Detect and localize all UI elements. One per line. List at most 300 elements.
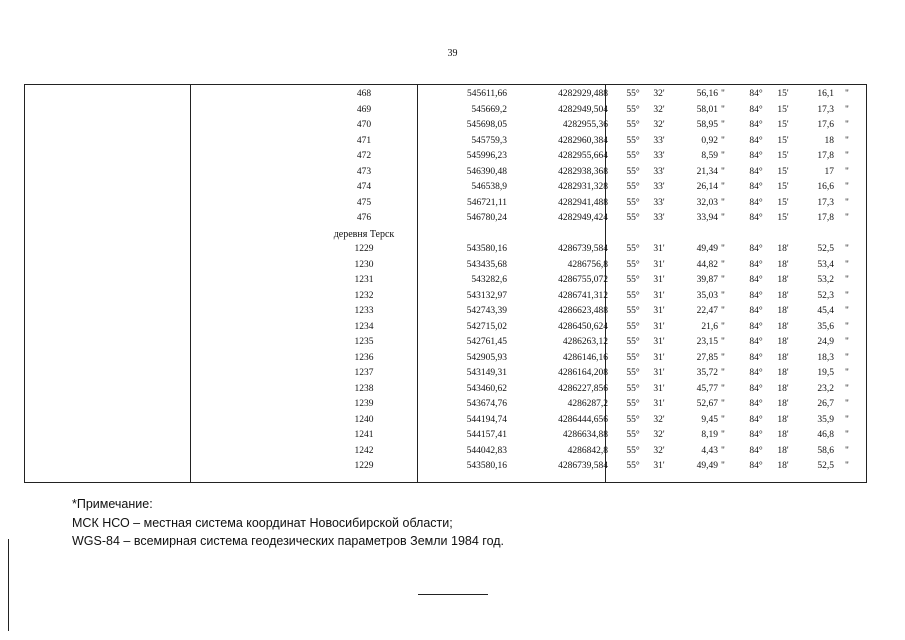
table-bottom-border bbox=[24, 482, 867, 483]
longitude-degrees-cell: 84° bbox=[749, 104, 763, 115]
longitude-minutes-cell: 15' bbox=[777, 120, 789, 130]
latitude-minutes-cell: 32' bbox=[653, 414, 665, 425]
point-number-cell: 1235 bbox=[354, 337, 374, 347]
table-row bbox=[24, 428, 867, 444]
msk-x-cell: 543580,16 bbox=[466, 244, 507, 254]
longitude-seconds-cell: 17,6 bbox=[817, 120, 834, 130]
longitude-minutes-cell: 15' bbox=[777, 182, 789, 192]
latitude-minutes-cell: 31' bbox=[653, 321, 665, 332]
msk-y-cell: 4282949,424 bbox=[558, 213, 608, 223]
table-row bbox=[24, 289, 867, 305]
latitude-seconds-cell: 4,43 bbox=[701, 445, 718, 456]
msk-x-cell: 542905,93 bbox=[466, 352, 507, 363]
longitude-minutes-cell: 18' bbox=[777, 321, 789, 332]
point-number-cell: 1239 bbox=[354, 399, 374, 409]
latitude-seconds-cell: 56,16 bbox=[696, 89, 718, 99]
longitude-seconds-mark: " bbox=[845, 120, 849, 130]
longitude-seconds-mark: " bbox=[845, 259, 849, 270]
margin-line bbox=[8, 539, 9, 631]
latitude-seconds-cell: 49,49 bbox=[696, 244, 718, 254]
longitude-minutes-cell: 18' bbox=[777, 383, 789, 394]
point-number-cell: 1229 bbox=[354, 244, 374, 254]
latitude-seconds-mark: " bbox=[721, 244, 725, 254]
latitude-minutes-cell: 33' bbox=[653, 166, 665, 177]
latitude-seconds-mark: " bbox=[721, 259, 725, 270]
latitude-degrees-cell: 55° bbox=[626, 213, 640, 223]
longitude-degrees-cell: 84° bbox=[749, 337, 763, 347]
point-number-cell: 1233 bbox=[354, 306, 374, 316]
point-number-cell: 1229 bbox=[354, 461, 374, 471]
latitude-seconds-mark: " bbox=[721, 430, 725, 440]
point-number-cell: 1237 bbox=[354, 368, 374, 378]
table-row bbox=[24, 103, 867, 119]
longitude-seconds-mark: " bbox=[845, 104, 849, 115]
msk-x-cell: 545611,66 bbox=[466, 89, 507, 99]
longitude-degrees-cell: 84° bbox=[749, 213, 763, 223]
longitude-seconds-cell: 53,2 bbox=[817, 275, 834, 285]
longitude-seconds-cell: 17,3 bbox=[817, 104, 834, 115]
msk-x-cell: 542743,39 bbox=[466, 306, 507, 316]
msk-y-cell: 4286444,656 bbox=[558, 414, 608, 425]
latitude-seconds-mark: " bbox=[721, 104, 725, 115]
notes-title: *Примечание: bbox=[72, 497, 153, 511]
latitude-degrees-cell: 55° bbox=[626, 182, 640, 192]
latitude-seconds-cell: 23,15 bbox=[696, 337, 718, 347]
point-number-cell: 476 bbox=[356, 213, 372, 223]
latitude-degrees-cell: 55° bbox=[626, 321, 640, 332]
latitude-seconds-cell: 44,82 bbox=[696, 259, 718, 270]
table-row bbox=[24, 196, 867, 212]
longitude-seconds-cell: 52,3 bbox=[817, 290, 834, 301]
latitude-seconds-cell: 27,85 bbox=[696, 352, 718, 363]
msk-y-cell: 4282941,488 bbox=[558, 197, 608, 208]
longitude-seconds-mark: " bbox=[845, 197, 849, 208]
latitude-degrees-cell: 55° bbox=[626, 461, 640, 471]
point-number-cell: 1238 bbox=[354, 383, 374, 394]
msk-x-cell: 543435,68 bbox=[466, 259, 507, 270]
latitude-degrees-cell: 55° bbox=[626, 197, 640, 208]
longitude-seconds-cell: 52,5 bbox=[817, 461, 834, 471]
msk-y-cell: 4286756,8 bbox=[567, 259, 608, 270]
longitude-minutes-cell: 18' bbox=[777, 368, 789, 378]
msk-x-cell: 542715,02 bbox=[466, 321, 507, 332]
msk-x-cell: 544194,74 bbox=[466, 414, 507, 425]
latitude-minutes-cell: 32' bbox=[653, 430, 665, 440]
latitude-seconds-cell: 35,03 bbox=[696, 290, 718, 301]
longitude-seconds-cell: 46,8 bbox=[817, 430, 834, 440]
point-number-cell: 1231 bbox=[354, 275, 374, 285]
msk-x-cell: 543580,16 bbox=[466, 461, 507, 471]
longitude-minutes-cell: 18' bbox=[777, 461, 789, 471]
longitude-seconds-cell: 35,6 bbox=[817, 321, 834, 332]
longitude-seconds-mark: " bbox=[845, 321, 849, 332]
longitude-seconds-mark: " bbox=[845, 89, 849, 99]
table-row bbox=[24, 397, 867, 413]
latitude-minutes-cell: 31' bbox=[653, 337, 665, 347]
point-number-cell: 1241 bbox=[354, 430, 374, 440]
latitude-seconds-cell: 33,94 bbox=[696, 213, 718, 223]
longitude-seconds-mark: " bbox=[845, 430, 849, 440]
latitude-seconds-mark: " bbox=[721, 182, 725, 192]
latitude-minutes-cell: 32' bbox=[653, 445, 665, 456]
longitude-minutes-cell: 18' bbox=[777, 337, 789, 347]
msk-y-cell: 4286450,624 bbox=[558, 321, 608, 332]
longitude-degrees-cell: 84° bbox=[749, 368, 763, 378]
msk-y-cell: 4282949,504 bbox=[558, 104, 608, 115]
longitude-seconds-cell: 19,5 bbox=[817, 368, 834, 378]
msk-x-cell: 544042,83 bbox=[466, 445, 507, 456]
longitude-degrees-cell: 84° bbox=[749, 151, 763, 161]
msk-y-cell: 4286842,8 bbox=[567, 445, 608, 456]
notes-line-msk: МСК НСО – местная система координат Новосибирской области; bbox=[72, 515, 453, 530]
longitude-seconds-mark: " bbox=[845, 445, 849, 456]
msk-x-cell: 543674,76 bbox=[466, 399, 507, 409]
latitude-degrees-cell: 55° bbox=[626, 89, 640, 99]
latitude-seconds-mark: " bbox=[721, 368, 725, 378]
latitude-degrees-cell: 55° bbox=[626, 120, 640, 130]
point-number-cell: 469 bbox=[356, 104, 372, 115]
longitude-seconds-cell: 53,4 bbox=[817, 259, 834, 270]
table-row bbox=[24, 413, 867, 429]
latitude-seconds-cell: 8,59 bbox=[701, 151, 718, 161]
msk-y-cell: 4286623,488 bbox=[558, 306, 608, 316]
msk-y-cell: 4286287,2 bbox=[567, 399, 608, 409]
latitude-seconds-mark: " bbox=[721, 197, 725, 208]
latitude-seconds-cell: 58,01 bbox=[696, 104, 718, 115]
table-row bbox=[24, 165, 867, 181]
msk-y-cell: 4282960,384 bbox=[558, 135, 608, 146]
latitude-minutes-cell: 33' bbox=[653, 197, 665, 208]
msk-y-cell: 4286146,16 bbox=[562, 352, 608, 363]
longitude-minutes-cell: 18' bbox=[777, 275, 789, 285]
msk-y-cell: 4282955,664 bbox=[558, 151, 608, 161]
longitude-degrees-cell: 84° bbox=[749, 306, 763, 316]
latitude-minutes-cell: 31' bbox=[653, 399, 665, 409]
msk-y-cell: 4286741,312 bbox=[558, 290, 608, 301]
latitude-minutes-cell: 31' bbox=[653, 461, 665, 471]
longitude-seconds-mark: " bbox=[845, 368, 849, 378]
table-row bbox=[24, 149, 867, 165]
msk-y-cell: 4286634,88 bbox=[562, 430, 608, 440]
table-top-border bbox=[24, 84, 867, 85]
table-row bbox=[24, 459, 867, 475]
longitude-minutes-cell: 15' bbox=[777, 89, 789, 99]
section-row bbox=[24, 227, 867, 243]
latitude-seconds-cell: 49,49 bbox=[696, 461, 718, 471]
latitude-minutes-cell: 32' bbox=[653, 120, 665, 130]
longitude-degrees-cell: 84° bbox=[749, 414, 763, 425]
latitude-minutes-cell: 31' bbox=[653, 306, 665, 316]
latitude-seconds-mark: " bbox=[721, 306, 725, 316]
longitude-minutes-cell: 18' bbox=[777, 306, 789, 316]
longitude-seconds-mark: " bbox=[845, 399, 849, 409]
msk-y-cell: 4286755,072 bbox=[558, 275, 608, 285]
longitude-degrees-cell: 84° bbox=[749, 244, 763, 254]
longitude-seconds-mark: " bbox=[845, 290, 849, 301]
point-number-cell: 468 bbox=[356, 89, 372, 99]
point-number-cell: 1242 bbox=[354, 445, 374, 456]
latitude-minutes-cell: 31' bbox=[653, 244, 665, 254]
latitude-seconds-cell: 58,95 bbox=[696, 120, 718, 130]
longitude-seconds-cell: 26,7 bbox=[817, 399, 834, 409]
longitude-seconds-cell: 35,9 bbox=[817, 414, 834, 425]
longitude-minutes-cell: 15' bbox=[777, 104, 789, 115]
longitude-minutes-cell: 18' bbox=[777, 290, 789, 301]
page-number: 39 bbox=[447, 48, 458, 59]
msk-y-cell: 4286263,12 bbox=[562, 337, 608, 347]
longitude-seconds-mark: " bbox=[845, 135, 849, 146]
latitude-minutes-cell: 31' bbox=[653, 352, 665, 363]
longitude-degrees-cell: 84° bbox=[749, 197, 763, 208]
latitude-seconds-cell: 39,87 bbox=[696, 275, 718, 285]
latitude-minutes-cell: 32' bbox=[653, 89, 665, 99]
point-number-cell: 1232 bbox=[354, 290, 374, 301]
longitude-minutes-cell: 18' bbox=[777, 430, 789, 440]
latitude-seconds-cell: 8,19 bbox=[701, 430, 718, 440]
longitude-minutes-cell: 15' bbox=[777, 151, 789, 161]
msk-x-cell: 545669,2 bbox=[471, 104, 507, 115]
point-number-cell: 470 bbox=[356, 120, 372, 130]
longitude-seconds-cell: 17,8 bbox=[817, 151, 834, 161]
table-row bbox=[24, 335, 867, 351]
longitude-degrees-cell: 84° bbox=[749, 259, 763, 270]
coordinates-table bbox=[24, 84, 867, 483]
longitude-degrees-cell: 84° bbox=[749, 461, 763, 471]
latitude-seconds-mark: " bbox=[721, 120, 725, 130]
latitude-seconds-mark: " bbox=[721, 151, 725, 161]
longitude-seconds-cell: 52,5 bbox=[817, 244, 834, 254]
table-row bbox=[24, 180, 867, 196]
latitude-seconds-mark: " bbox=[721, 89, 725, 99]
msk-y-cell: 4282931,328 bbox=[558, 182, 608, 192]
latitude-degrees-cell: 55° bbox=[626, 275, 640, 285]
table-row bbox=[24, 382, 867, 398]
point-number-cell: 475 bbox=[356, 197, 372, 208]
table-row bbox=[24, 444, 867, 460]
msk-y-cell: 4286164,208 bbox=[558, 368, 608, 378]
longitude-seconds-mark: " bbox=[845, 275, 849, 285]
latitude-degrees-cell: 55° bbox=[626, 414, 640, 425]
latitude-seconds-cell: 32,03 bbox=[696, 197, 718, 208]
latitude-seconds-mark: " bbox=[721, 290, 725, 301]
table-row bbox=[24, 258, 867, 274]
latitude-seconds-mark: " bbox=[721, 352, 725, 363]
table-row bbox=[24, 134, 867, 150]
longitude-degrees-cell: 84° bbox=[749, 430, 763, 440]
longitude-seconds-cell: 58,6 bbox=[817, 445, 834, 456]
longitude-degrees-cell: 84° bbox=[749, 120, 763, 130]
latitude-seconds-cell: 0,92 bbox=[701, 135, 718, 146]
msk-x-cell: 546538,9 bbox=[471, 182, 507, 192]
longitude-degrees-cell: 84° bbox=[749, 89, 763, 99]
longitude-seconds-cell: 45,4 bbox=[817, 306, 834, 316]
msk-x-cell: 545759,3 bbox=[471, 135, 507, 146]
latitude-seconds-mark: " bbox=[721, 321, 725, 332]
longitude-degrees-cell: 84° bbox=[749, 135, 763, 146]
latitude-degrees-cell: 55° bbox=[626, 259, 640, 270]
longitude-seconds-mark: " bbox=[845, 414, 849, 425]
latitude-minutes-cell: 33' bbox=[653, 182, 665, 192]
longitude-seconds-cell: 17 bbox=[824, 166, 834, 177]
longitude-degrees-cell: 84° bbox=[749, 166, 763, 177]
msk-x-cell: 546780,24 bbox=[466, 213, 507, 223]
latitude-degrees-cell: 55° bbox=[626, 430, 640, 440]
latitude-seconds-mark: " bbox=[721, 135, 725, 146]
latitude-seconds-mark: " bbox=[721, 383, 725, 394]
latitude-degrees-cell: 55° bbox=[626, 166, 640, 177]
latitude-minutes-cell: 31' bbox=[653, 383, 665, 394]
table-body bbox=[24, 87, 867, 475]
longitude-minutes-cell: 18' bbox=[777, 399, 789, 409]
longitude-seconds-mark: " bbox=[845, 461, 849, 471]
longitude-minutes-cell: 18' bbox=[777, 244, 789, 254]
longitude-seconds-cell: 24,9 bbox=[817, 337, 834, 347]
msk-x-cell: 545698,05 bbox=[466, 120, 507, 130]
msk-x-cell: 546721,11 bbox=[466, 197, 507, 208]
longitude-degrees-cell: 84° bbox=[749, 321, 763, 332]
footer-rule bbox=[418, 594, 488, 595]
point-number-cell: 473 bbox=[356, 166, 372, 177]
table-row bbox=[24, 118, 867, 134]
point-number-cell: 1234 bbox=[354, 321, 374, 332]
msk-x-cell: 543460,62 bbox=[466, 383, 507, 394]
longitude-minutes-cell: 15' bbox=[777, 197, 789, 208]
longitude-seconds-mark: " bbox=[845, 352, 849, 363]
latitude-degrees-cell: 55° bbox=[626, 352, 640, 363]
longitude-seconds-mark: " bbox=[845, 166, 849, 177]
longitude-degrees-cell: 84° bbox=[749, 445, 763, 456]
table-row bbox=[24, 211, 867, 227]
latitude-seconds-mark: " bbox=[721, 337, 725, 347]
msk-x-cell: 546390,48 bbox=[466, 166, 507, 177]
table-row bbox=[24, 351, 867, 367]
longitude-seconds-cell: 16,1 bbox=[817, 89, 834, 99]
table-row bbox=[24, 304, 867, 320]
longitude-degrees-cell: 84° bbox=[749, 290, 763, 301]
latitude-seconds-mark: " bbox=[721, 399, 725, 409]
latitude-seconds-mark: " bbox=[721, 166, 725, 177]
table-row bbox=[24, 242, 867, 258]
longitude-minutes-cell: 15' bbox=[777, 135, 789, 146]
latitude-seconds-cell: 26,14 bbox=[696, 182, 718, 192]
msk-x-cell: 543149,31 bbox=[466, 368, 507, 378]
longitude-minutes-cell: 18' bbox=[777, 352, 789, 363]
table-row bbox=[24, 273, 867, 289]
latitude-minutes-cell: 31' bbox=[653, 368, 665, 378]
longitude-degrees-cell: 84° bbox=[749, 399, 763, 409]
longitude-seconds-mark: " bbox=[845, 244, 849, 254]
latitude-degrees-cell: 55° bbox=[626, 383, 640, 394]
longitude-seconds-mark: " bbox=[845, 383, 849, 394]
table-row bbox=[24, 320, 867, 336]
longitude-degrees-cell: 84° bbox=[749, 275, 763, 285]
notes-line-wgs: WGS-84 – всемирная система геодезических параметров Земли 1984 год. bbox=[72, 534, 505, 548]
latitude-minutes-cell: 33' bbox=[653, 151, 665, 161]
point-number-cell: 1236 bbox=[354, 352, 374, 363]
longitude-minutes-cell: 18' bbox=[777, 445, 789, 456]
longitude-minutes-cell: 15' bbox=[777, 166, 789, 177]
latitude-degrees-cell: 55° bbox=[626, 244, 640, 254]
latitude-seconds-cell: 21,6 bbox=[701, 321, 718, 332]
table-row bbox=[24, 366, 867, 382]
msk-x-cell: 543132,97 bbox=[466, 290, 507, 301]
latitude-degrees-cell: 55° bbox=[626, 306, 640, 316]
longitude-degrees-cell: 84° bbox=[749, 352, 763, 363]
point-number-cell: 1230 bbox=[354, 259, 374, 270]
latitude-minutes-cell: 31' bbox=[653, 259, 665, 270]
msk-x-cell: 543282,6 bbox=[471, 275, 507, 285]
longitude-minutes-cell: 18' bbox=[777, 259, 789, 270]
longitude-seconds-mark: " bbox=[845, 306, 849, 316]
point-number-cell: 471 bbox=[356, 135, 372, 146]
latitude-seconds-mark: " bbox=[721, 275, 725, 285]
msk-y-cell: 4286739,584 bbox=[558, 461, 608, 471]
msk-x-cell: 545996,23 bbox=[466, 151, 507, 161]
longitude-seconds-cell: 18,3 bbox=[817, 352, 834, 363]
longitude-minutes-cell: 18' bbox=[777, 414, 789, 425]
latitude-seconds-mark: " bbox=[721, 213, 725, 223]
section-label: деревня Терск bbox=[333, 228, 395, 240]
latitude-degrees-cell: 55° bbox=[626, 104, 640, 115]
point-number-cell: 1240 bbox=[354, 414, 374, 425]
latitude-degrees-cell: 55° bbox=[626, 337, 640, 347]
msk-x-cell: 542761,45 bbox=[466, 337, 507, 347]
msk-x-cell: 544157,41 bbox=[466, 430, 507, 440]
latitude-degrees-cell: 55° bbox=[626, 135, 640, 146]
longitude-seconds-mark: " bbox=[845, 213, 849, 223]
point-number-cell: 472 bbox=[356, 151, 372, 161]
msk-y-cell: 4286227,856 bbox=[558, 383, 608, 394]
latitude-minutes-cell: 33' bbox=[653, 213, 665, 223]
latitude-seconds-cell: 52,67 bbox=[696, 399, 718, 409]
latitude-minutes-cell: 31' bbox=[653, 290, 665, 301]
latitude-degrees-cell: 55° bbox=[626, 151, 640, 161]
msk-y-cell: 4282929,488 bbox=[558, 89, 608, 99]
latitude-minutes-cell: 33' bbox=[653, 135, 665, 146]
latitude-degrees-cell: 55° bbox=[626, 445, 640, 456]
notes-block bbox=[72, 495, 504, 551]
longitude-seconds-cell: 23,2 bbox=[817, 383, 834, 394]
latitude-minutes-cell: 31' bbox=[653, 275, 665, 285]
latitude-seconds-cell: 9,45 bbox=[701, 414, 718, 425]
longitude-seconds-mark: " bbox=[845, 151, 849, 161]
longitude-seconds-cell: 18 bbox=[824, 135, 834, 146]
latitude-seconds-mark: " bbox=[721, 414, 725, 425]
latitude-minutes-cell: 32' bbox=[653, 104, 665, 115]
longitude-minutes-cell: 15' bbox=[777, 213, 789, 223]
latitude-seconds-cell: 21,34 bbox=[696, 166, 718, 177]
latitude-degrees-cell: 55° bbox=[626, 290, 640, 301]
latitude-degrees-cell: 55° bbox=[626, 399, 640, 409]
table-row bbox=[24, 87, 867, 103]
point-number-cell: 474 bbox=[356, 182, 372, 192]
longitude-seconds-cell: 17,8 bbox=[817, 213, 834, 223]
latitude-seconds-cell: 35,72 bbox=[696, 368, 718, 378]
latitude-seconds-cell: 22,47 bbox=[696, 306, 718, 316]
msk-y-cell: 4282955,36 bbox=[562, 120, 608, 130]
latitude-degrees-cell: 55° bbox=[626, 368, 640, 378]
longitude-seconds-cell: 17,3 bbox=[817, 197, 834, 208]
latitude-seconds-mark: " bbox=[721, 461, 725, 471]
longitude-degrees-cell: 84° bbox=[749, 383, 763, 394]
latitude-seconds-cell: 45,77 bbox=[696, 383, 718, 394]
msk-y-cell: 4286739,584 bbox=[558, 244, 608, 254]
longitude-seconds-cell: 16,6 bbox=[817, 182, 834, 192]
latitude-seconds-mark: " bbox=[721, 445, 725, 456]
msk-y-cell: 4282938,368 bbox=[558, 166, 608, 177]
longitude-degrees-cell: 84° bbox=[749, 182, 763, 192]
longitude-seconds-mark: " bbox=[845, 182, 849, 192]
